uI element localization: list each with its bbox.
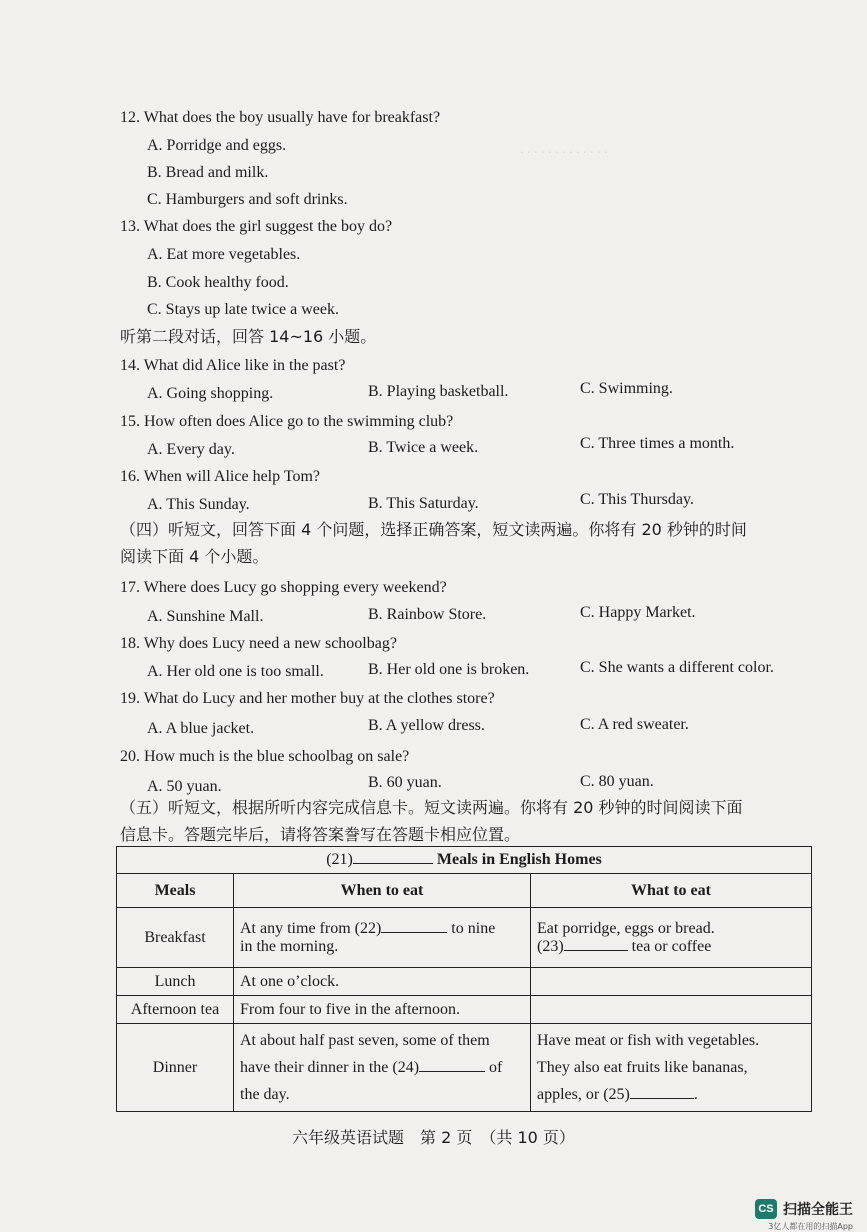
when-cell: At about half past seven, some of them have their dinner in the (24) of the day. [234, 1024, 531, 1112]
question-15-stem: 15. How often does Alice go to the swimming club? [120, 413, 454, 430]
what-cell [531, 996, 812, 1024]
part-5-header-line-1: （五）听短文，根据所听内容完成信息卡。短文读两遍。你将有 20 秒钟的时间阅读下面 [120, 798, 743, 817]
part-5-header-line-2: 信息卡。答题完毕后，请将答案誊写在答题卡相应位置。 [120, 825, 521, 844]
what-cell [531, 968, 812, 996]
question-19-stem: 19. What do Lucy and her mother buy at the clothes store? [120, 690, 495, 707]
part-4-header-line-2: 阅读下面 4 个小题。 [120, 547, 269, 566]
answer-blank-25 [630, 1098, 694, 1099]
question-20-option-b: B. 60 yuan. [368, 774, 442, 791]
scanner-app-name: 扫描全能王 [783, 1202, 853, 1218]
info-card-table [116, 846, 812, 1112]
question-16-stem: 16. When will Alice help Tom? [120, 468, 321, 485]
question-16-option-c: C. This Thursday. [580, 491, 694, 508]
meal-cell: Afternoon tea [117, 996, 234, 1024]
question-19-option-c: C. A red sweater. [580, 716, 689, 733]
table-row-lunch [117, 968, 812, 996]
question-13-option-c: C. Stays up late twice a week. [147, 301, 339, 318]
question-19-option-b: B. A yellow dress. [368, 717, 485, 734]
question-12-stem: 12. What does the boy usually have for breakfast? [120, 109, 441, 126]
question-17-option-a: A. Sunshine Mall. [147, 608, 264, 625]
meal-cell: Breakfast [117, 908, 234, 968]
answer-blank-23 [564, 950, 628, 951]
question-15-option-a: A. Every day. [147, 441, 235, 458]
question-18-option-a: A. Her old one is too small. [147, 663, 324, 680]
question-13-option-b: B. Cook healthy food. [147, 274, 289, 291]
page-footer: 六年级英语试题 第 2 页 （共 10 页） [292, 1128, 575, 1147]
question-15-option-b: B. Twice a week. [368, 439, 479, 456]
table-row-afternoon-tea [117, 996, 812, 1024]
what-cell: Have meat or fish with vegetables. They also eat fruits like bananas, apples, or (25) . [531, 1024, 812, 1112]
column-header-meals: Meals [117, 874, 234, 908]
table-row-dinner [117, 1024, 812, 1112]
question-15-option-c: C. Three times a month. [580, 435, 735, 452]
question-16-option-b: B. This Saturday. [368, 495, 479, 512]
answer-blank-21: (21) [326, 851, 433, 868]
question-13-stem: 13. What does the girl suggest the boy do? [120, 218, 393, 235]
question-14-option-a: A. Going shopping. [147, 385, 274, 402]
question-16-option-a: A. This Sunday. [147, 496, 250, 513]
info-card-title-cell [117, 847, 812, 874]
scanner-logo-icon: CS [755, 1199, 777, 1219]
question-17-option-b: B. Rainbow Store. [368, 606, 487, 623]
when-cell: At one o’clock. [234, 968, 531, 996]
column-header-when: When to eat [234, 874, 531, 908]
question-20-option-c: C. 80 yuan. [580, 773, 654, 790]
question-20-stem: 20. How much is the blue schoolbag on sale? [120, 748, 410, 765]
question-17-stem: 17. Where does Lucy go shopping every weekend? [120, 579, 447, 596]
question-13-option-a: A. Eat more vegetables. [147, 246, 301, 263]
answer-blank-24 [419, 1071, 485, 1072]
what-cell: Eat porridge, eggs or bread. (23) tea or coffee [531, 908, 812, 968]
question-14-option-b: B. Playing basketball. [368, 383, 509, 400]
question-18-option-b: B. Her old one is broken. [368, 661, 530, 678]
answer-blank-22 [381, 932, 447, 933]
table-row-breakfast [117, 908, 812, 968]
when-cell: At any time from (22) to nine in the morning. [234, 908, 531, 968]
question-12-option-c: C. Hamburgers and soft drinks. [147, 191, 348, 208]
question-17-option-c: C. Happy Market. [580, 604, 696, 621]
question-20-option-a: A. 50 yuan. [147, 778, 222, 795]
meal-cell: Dinner [117, 1024, 234, 1112]
when-cell: From four to five in the afternoon. [234, 996, 531, 1024]
question-14-stem: 14. What did Alice like in the past? [120, 357, 346, 374]
part-4-header-line-1: （四）听短文，回答下面 4 个问题，选择正确答案，短文读两遍。你将有 20 秒钟的时间 [120, 520, 747, 539]
question-14-option-c: C. Swimming. [580, 380, 673, 397]
column-header-what: What to eat [531, 874, 812, 908]
info-card-title: Meals in English Homes [436, 851, 602, 868]
question-12-option-a: A. Porridge and eggs. [147, 137, 287, 154]
section-2-header: 听第二段对话，回答 14~16 小题。 [120, 327, 377, 346]
question-12-option-b: B. Bread and milk. [147, 164, 269, 181]
meal-cell: Lunch [117, 968, 234, 996]
question-18-option-c: C. She wants a different color. [580, 659, 774, 676]
bleed-through-text: . . . . . . . . . . . . . [520, 142, 608, 157]
question-19-option-a: A. A blue jacket. [147, 720, 255, 737]
scanner-tagline: 3亿人都在用的扫描App [768, 1222, 853, 1231]
scanner-watermark [755, 1199, 853, 1231]
question-18-stem: 18. Why does Lucy need a new schoolbag? [120, 635, 397, 652]
